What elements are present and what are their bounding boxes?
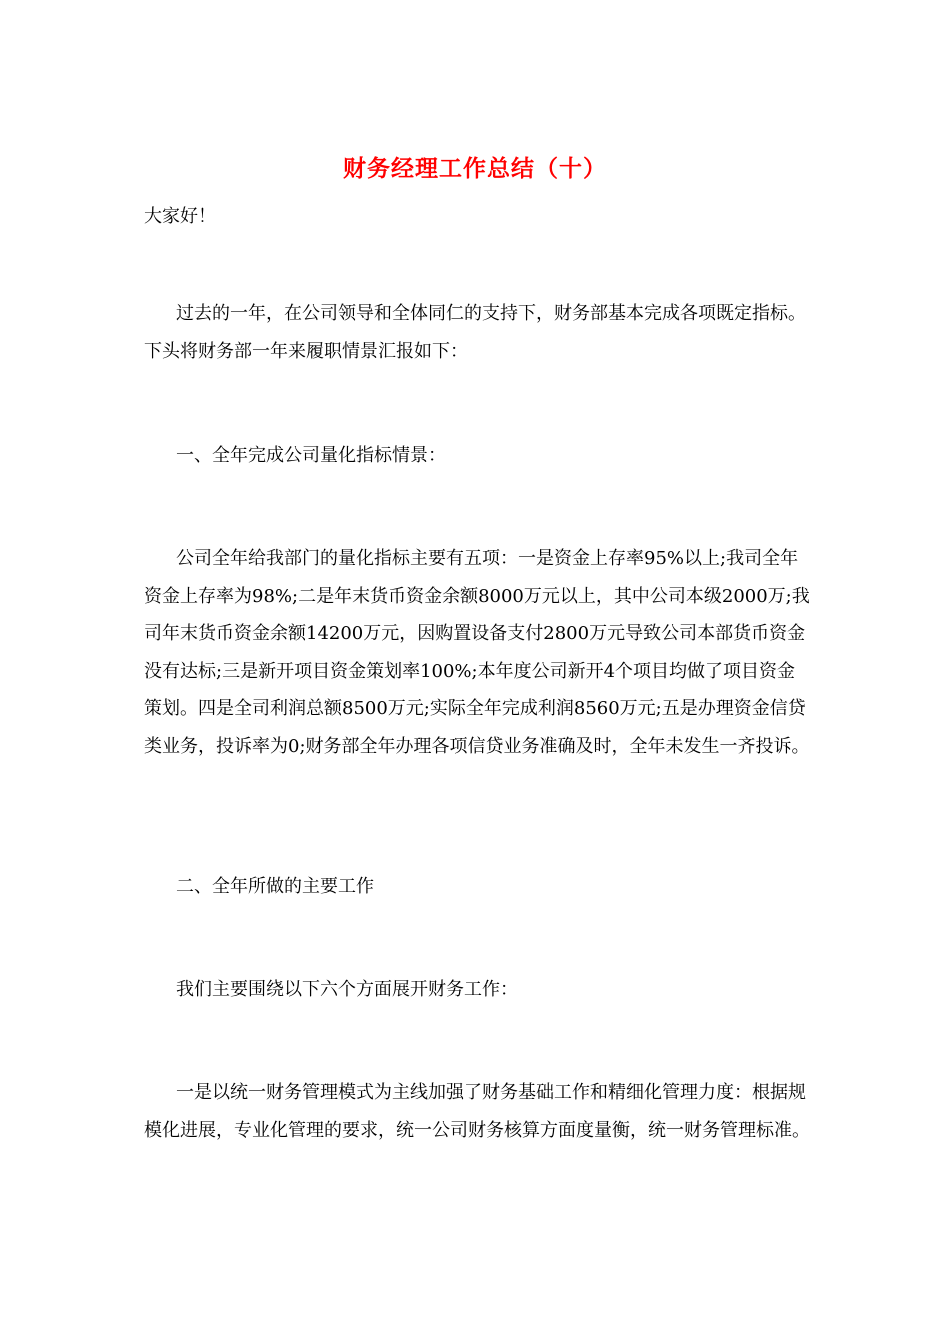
section-heading-1: 一、全年完成公司量化指标情景： — [176, 445, 446, 466]
greeting: 大家好！ — [144, 206, 216, 227]
paragraph-work-areas: 我们主要围绕以下六个方面展开财务工作： — [176, 979, 518, 1000]
paragraph-work-item-1: 一是以统一财务管理模式为主线加强了财务基础工作和精细化管理力度：根据规模化进展，专业化管理的要求，统一公司财务核算方面度量衡，统一财务管理标准。 — [144, 1082, 810, 1141]
paragraph-intro: 过去的一年，在公司领导和全体同仁的支持下，财务部基本完成各项既定指标。下头将财务部一年来履职情景汇报如下： — [144, 303, 806, 362]
paragraph-indicators: 公司全年给我部门的量化指标主要有五项：一是资金上存率95%以上;我司全年资金上存率为98%;二是年末货币资金余额8000万元以上，其中公司本级2000万;我司年末货币资金余额14200万元，因购置设备支付2800万元导致公司本部货币资金没有达标;三是新开项目资金策划率100%;本年度公司新开4个项目均做了项目资金策划。四是全司利润总额8500万元;实际全年完成利润8560万元;五是办理资金信贷类业务，投诉率为0;财务部全年办理各项信贷业务准确及时，全年未发生一齐投诉。 — [144, 548, 810, 757]
document-title: 财务经理工作总结（十） — [343, 155, 607, 182]
section-heading-2: 二、全年所做的主要工作 — [176, 876, 374, 897]
